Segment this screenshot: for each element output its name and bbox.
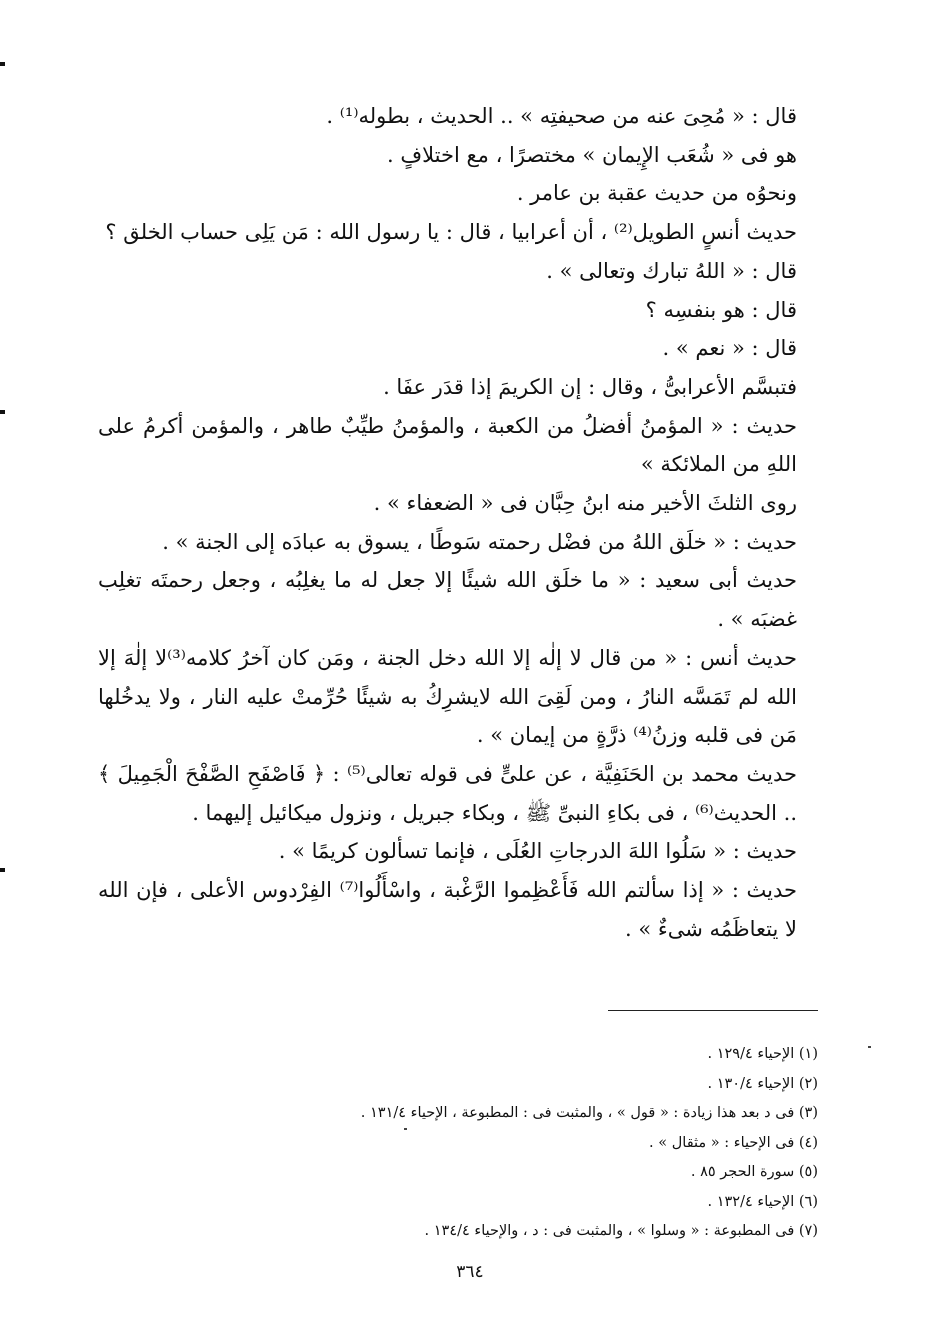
body-paragraph: قال : هو بنفسِه ؟ (645, 297, 797, 322)
body-paragraph: حديث : « إذا سألتم الله فَأَعْظِموا الرَّغْبة ، واسْأَلُوا⁽⁷⁾ الفِرْدوس الأعلى ، فإن الله لا يتعاظَمُه شىءٌ » . (98, 878, 798, 941)
scan-edge-mark-top (0, 62, 5, 66)
footnote-4: (٤) فى الإحياء : « مثقال » . (649, 1134, 818, 1151)
body-paragraph: فتبسَّم الأعرابىُّ ، وقال : إن الكريمَ إذا قدَر عفَا . (383, 374, 797, 399)
body-paragraph: حديث : « المؤمنُ أفضلُ من الكعبة ، والمؤمنُ طيِّبٌ طاهر ، والمؤمن أكرمُ على اللهِ من الملائكة » (98, 413, 797, 477)
body-paragraph: قال : « مُحِىَ عنه من صحيفتِه » .. الحديث ، بطوله⁽¹⁾ . (326, 104, 797, 128)
body-paragraph: حديث أبى سعيد : « ما خلَق الله شيئًا إلا جعل له ما يغلِبُه ، وجعل رحمتَه تغلِب غضبَه » . (98, 568, 797, 632)
body-paragraph: روى الثلثَ الأخير منه ابنُ حِبَّان فى « الضعفاء » . (373, 491, 797, 516)
body-paragraph: هو فى « شُعَب الإِيمان » مختصرًا ، مع اختلافٍ . (387, 142, 797, 167)
page-number: ٣٦٤ (456, 1262, 484, 1282)
body-paragraph: قال : « نعم » . (662, 336, 797, 361)
scan-edge-mark-lower (0, 868, 5, 872)
footnotes-section (200, 1040, 818, 1247)
footnote-5: (٥) سورة الحجر ٨٥ . (690, 1164, 818, 1180)
body-paragraph: حديث أنسٍ الطويل⁽²⁾ ، أن أعرابيا ، قال : يا رسول الله : مَن يَلِى حساب الخلق ؟ (105, 220, 797, 245)
body-paragraph: قال : « اللهُ تبارك وتعالى » . (546, 258, 797, 283)
body-paragraph: حديث أنس : « من قال لا إلٰه إلا الله دخل الجنة ، ومَن كان آخرُ كلامه⁽³⁾لا إلٰهَ إلا الله لم تَمَسَّه النارُ ، ومن لَقِىَ الله لايشرِكُ به شيئًا حُرِّمتْ عليه النار ، ولا يدخُلها مَن فى قلبه وزنُ⁽⁴⁾ ذرَّةٍ من إيمان » . (98, 645, 797, 748)
footnote-divider (608, 1010, 818, 1011)
body-paragraph: حديث : « سَلُوا اللهَ الدرجاتِ العُلَى ، فإنما تسألون كريمًا » . (278, 839, 797, 864)
scan-edge-mark-middle (0, 410, 5, 414)
body-paragraph: ونحوُه من حديث عقبة بن عامر . (516, 181, 797, 206)
footnote-7: (٧) فى المطبوعة : « وسلوا » ، والمثبت فى : د ، والإحياء ١٣٤/٤ . (424, 1223, 818, 1239)
footnote-1: (١) الإحياء ١٢٩/٤ . (707, 1046, 818, 1062)
body-paragraph: حديث : « خلَق اللهُ من فضْل رحمته سَوطًا ، يسوق به عبادَه إلى الجنة » . (162, 529, 797, 554)
scan-speck (868, 1046, 871, 1048)
footnote-2: (٢) الإحياء ١٣٠/٤ . (707, 1075, 818, 1092)
body-paragraph: حديث محمد بن الحَنَفِيَّة ، عن علىٍّ فى قوله تعالى⁽⁵⁾ : ﴿ فَاصْفَحِ الصَّفْحَ الْجَمِيلَ ﴾ .. الحديث⁽⁶⁾ ، فى بكاءِ النبىِّ ﷺ ، وبكاء جبريل ، ونزول ميكائيل إليهما . (98, 761, 797, 825)
footnote-3: (٣) فى د بعد هذا زيادة : « قول » ، والمثبت فى : المطبوعة ، الإحياء ١٣١/٤ . (360, 1105, 818, 1121)
main-text-body (98, 97, 815, 948)
footnote-6: (٦) الإحياء ١٣٢/٤ . (707, 1193, 818, 1210)
